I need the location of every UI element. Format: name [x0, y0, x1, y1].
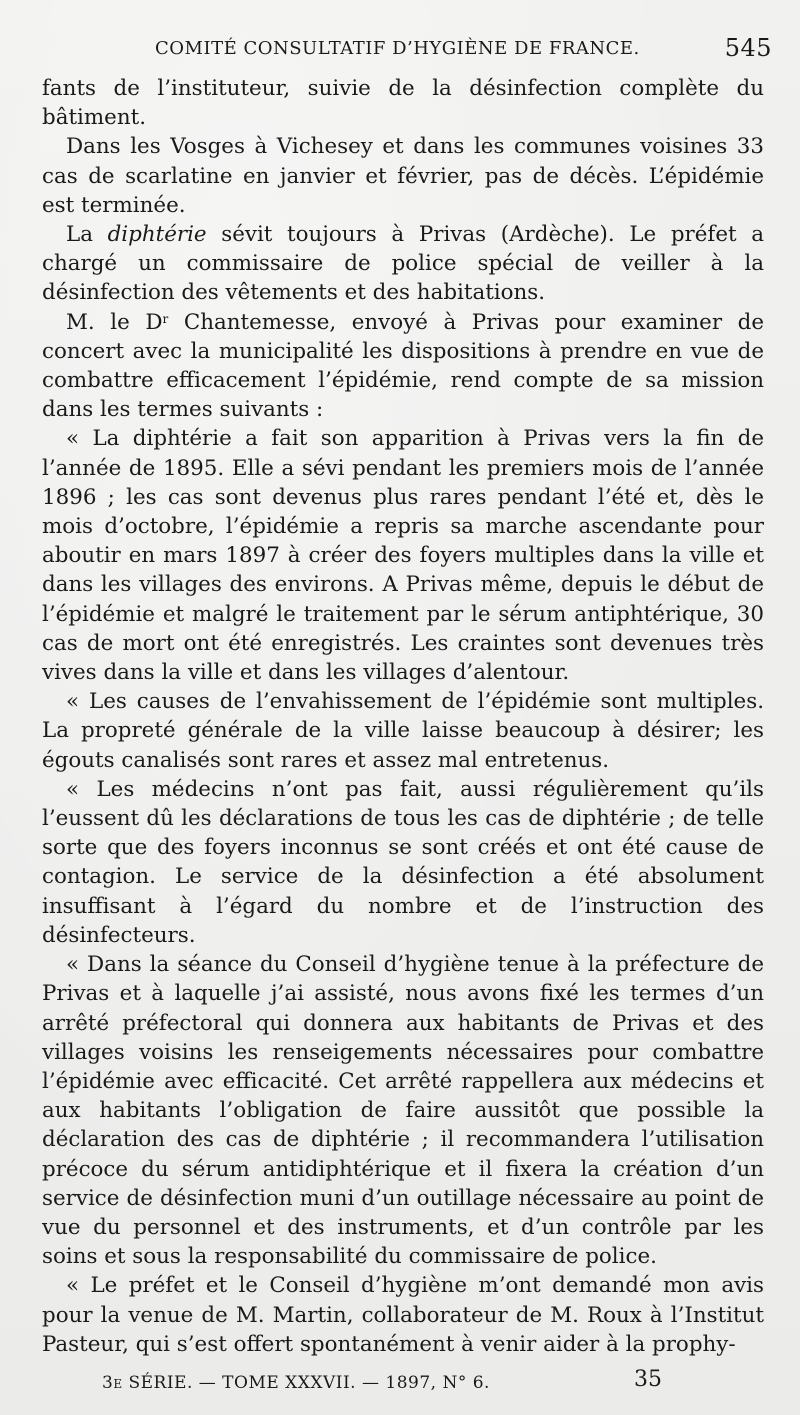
paragraph-text: Chantemesse, envoyé à Privas pour examiner de concert avec la municipalité les dispositions à prendre en vue de combattre efficacement l’épidémie, rend compte de sa mission dans les termes suivants :	[42, 309, 765, 423]
paragraph-quote-causes: « Les causes de l’envahissement de l’épidémie sont multiples. La propreté générale de la ville laisse beaucoup à désirer; les égouts canalisés sont rares et assez mal entretenus.	[42, 689, 764, 773]
paragraph-chantemesse	[42, 308, 764, 425]
italic-term: diphtérie	[107, 222, 207, 248]
paragraph-vosges: Dans les Vosges à Vichesey et dans les communes voisines 33 cas de scarlatine en janvier et février, pas de décès. L’épidémie est terminée.	[42, 134, 764, 218]
paragraph-quote-doctors: « Les médecins n’ont pas fait, aussi régulièrement qu’ils l’eussent dû les déclarations de tous les cas de diphtérie ; de telle sorte que des foyers inconnus se sont créés et ont été cause de contagion. Le service de la désinfection a été absolument insuffisant à l’égard du nombre et de l’instruction des désinfecteurs.	[42, 776, 764, 948]
paragraph-text: La	[66, 222, 108, 248]
footer-signature: 3e SÉRIE. — TOME XXXVII. — 1897, N° 6.	[102, 1373, 490, 1393]
running-header	[155, 34, 775, 68]
paragraph-quote-outbreak: « La diphtérie a fait son apparition à Privas vers la fin de l’année de 1895. Elle a sévi pendant les premiers mois de l’année 1896 ; les cas sont devenus plus rares pendant l’été et, dès le mois d’octobre, l’épidémie a repris sa marche ascendante pour aboutir en mars 1897 à créer des foyers multiples dans la ville et dans les villages des environs. A Privas même, depuis le début de l’épidémie et malgré le traitement par le sérum antiphtérique, 30 cas de mort ont été enregistrés. Les craintes sont devenues très vives dans la ville et dans les villages d’alentour.	[42, 426, 764, 686]
paragraph-quote-martin: « Le préfet et le Conseil d’hygiène m’ont demandé mon avis pour la venue de M. Martin, collaborateur de M. Roux à l’Institut Pasteur, qui s’est offert spontanément à venir aider à la prophy-	[42, 1273, 764, 1357]
body-text	[42, 74, 764, 1359]
sheet-number: 35	[634, 1367, 662, 1392]
footer	[42, 1367, 764, 1403]
page-number: 545	[724, 34, 772, 62]
paragraph-text: M. le D	[66, 309, 163, 335]
paragraph-quote-council: « Dans la séance du Conseil d’hygiène tenue à la préfecture de Privas et à laquelle j’ai assisté, nous avons fixé les termes d’un arrêté préfectoral qui donnera aux habitants de Privas et des villages voisins les renseigements nécessaires pour combattre l’épidémie avec efficacité. Cet arrêté rappellera aux médecins et aux habitants l’obligation de faire aussitôt que possible la déclaration des cas de diphtérie ; il recommandera l’utilisation précoce du sérum antidiphtérique et il fixera la création d’un service de désinfection muni d’un outillage nécessaire au point de vue du personnel et des instruments, et d’un contrôle par les soins et sous la responsabilité du commissaire de police.	[42, 952, 764, 1270]
running-title: COMITÉ CONSULTATIF D’HYGIÈNE DE FRANCE.	[155, 38, 640, 59]
superscript: r	[162, 311, 169, 326]
paragraph-privas-diphtheria	[42, 220, 764, 308]
paragraph-text: sévit toujours à Privas (Ardèche). Le préfet a chargé un commissaire de police spécial de veiller à la désinfection des vêtements et des habitations.	[42, 222, 764, 306]
paragraph-continuation: fants de l’instituteur, suivie de la désinfection complète du bâtiment.	[42, 76, 764, 131]
